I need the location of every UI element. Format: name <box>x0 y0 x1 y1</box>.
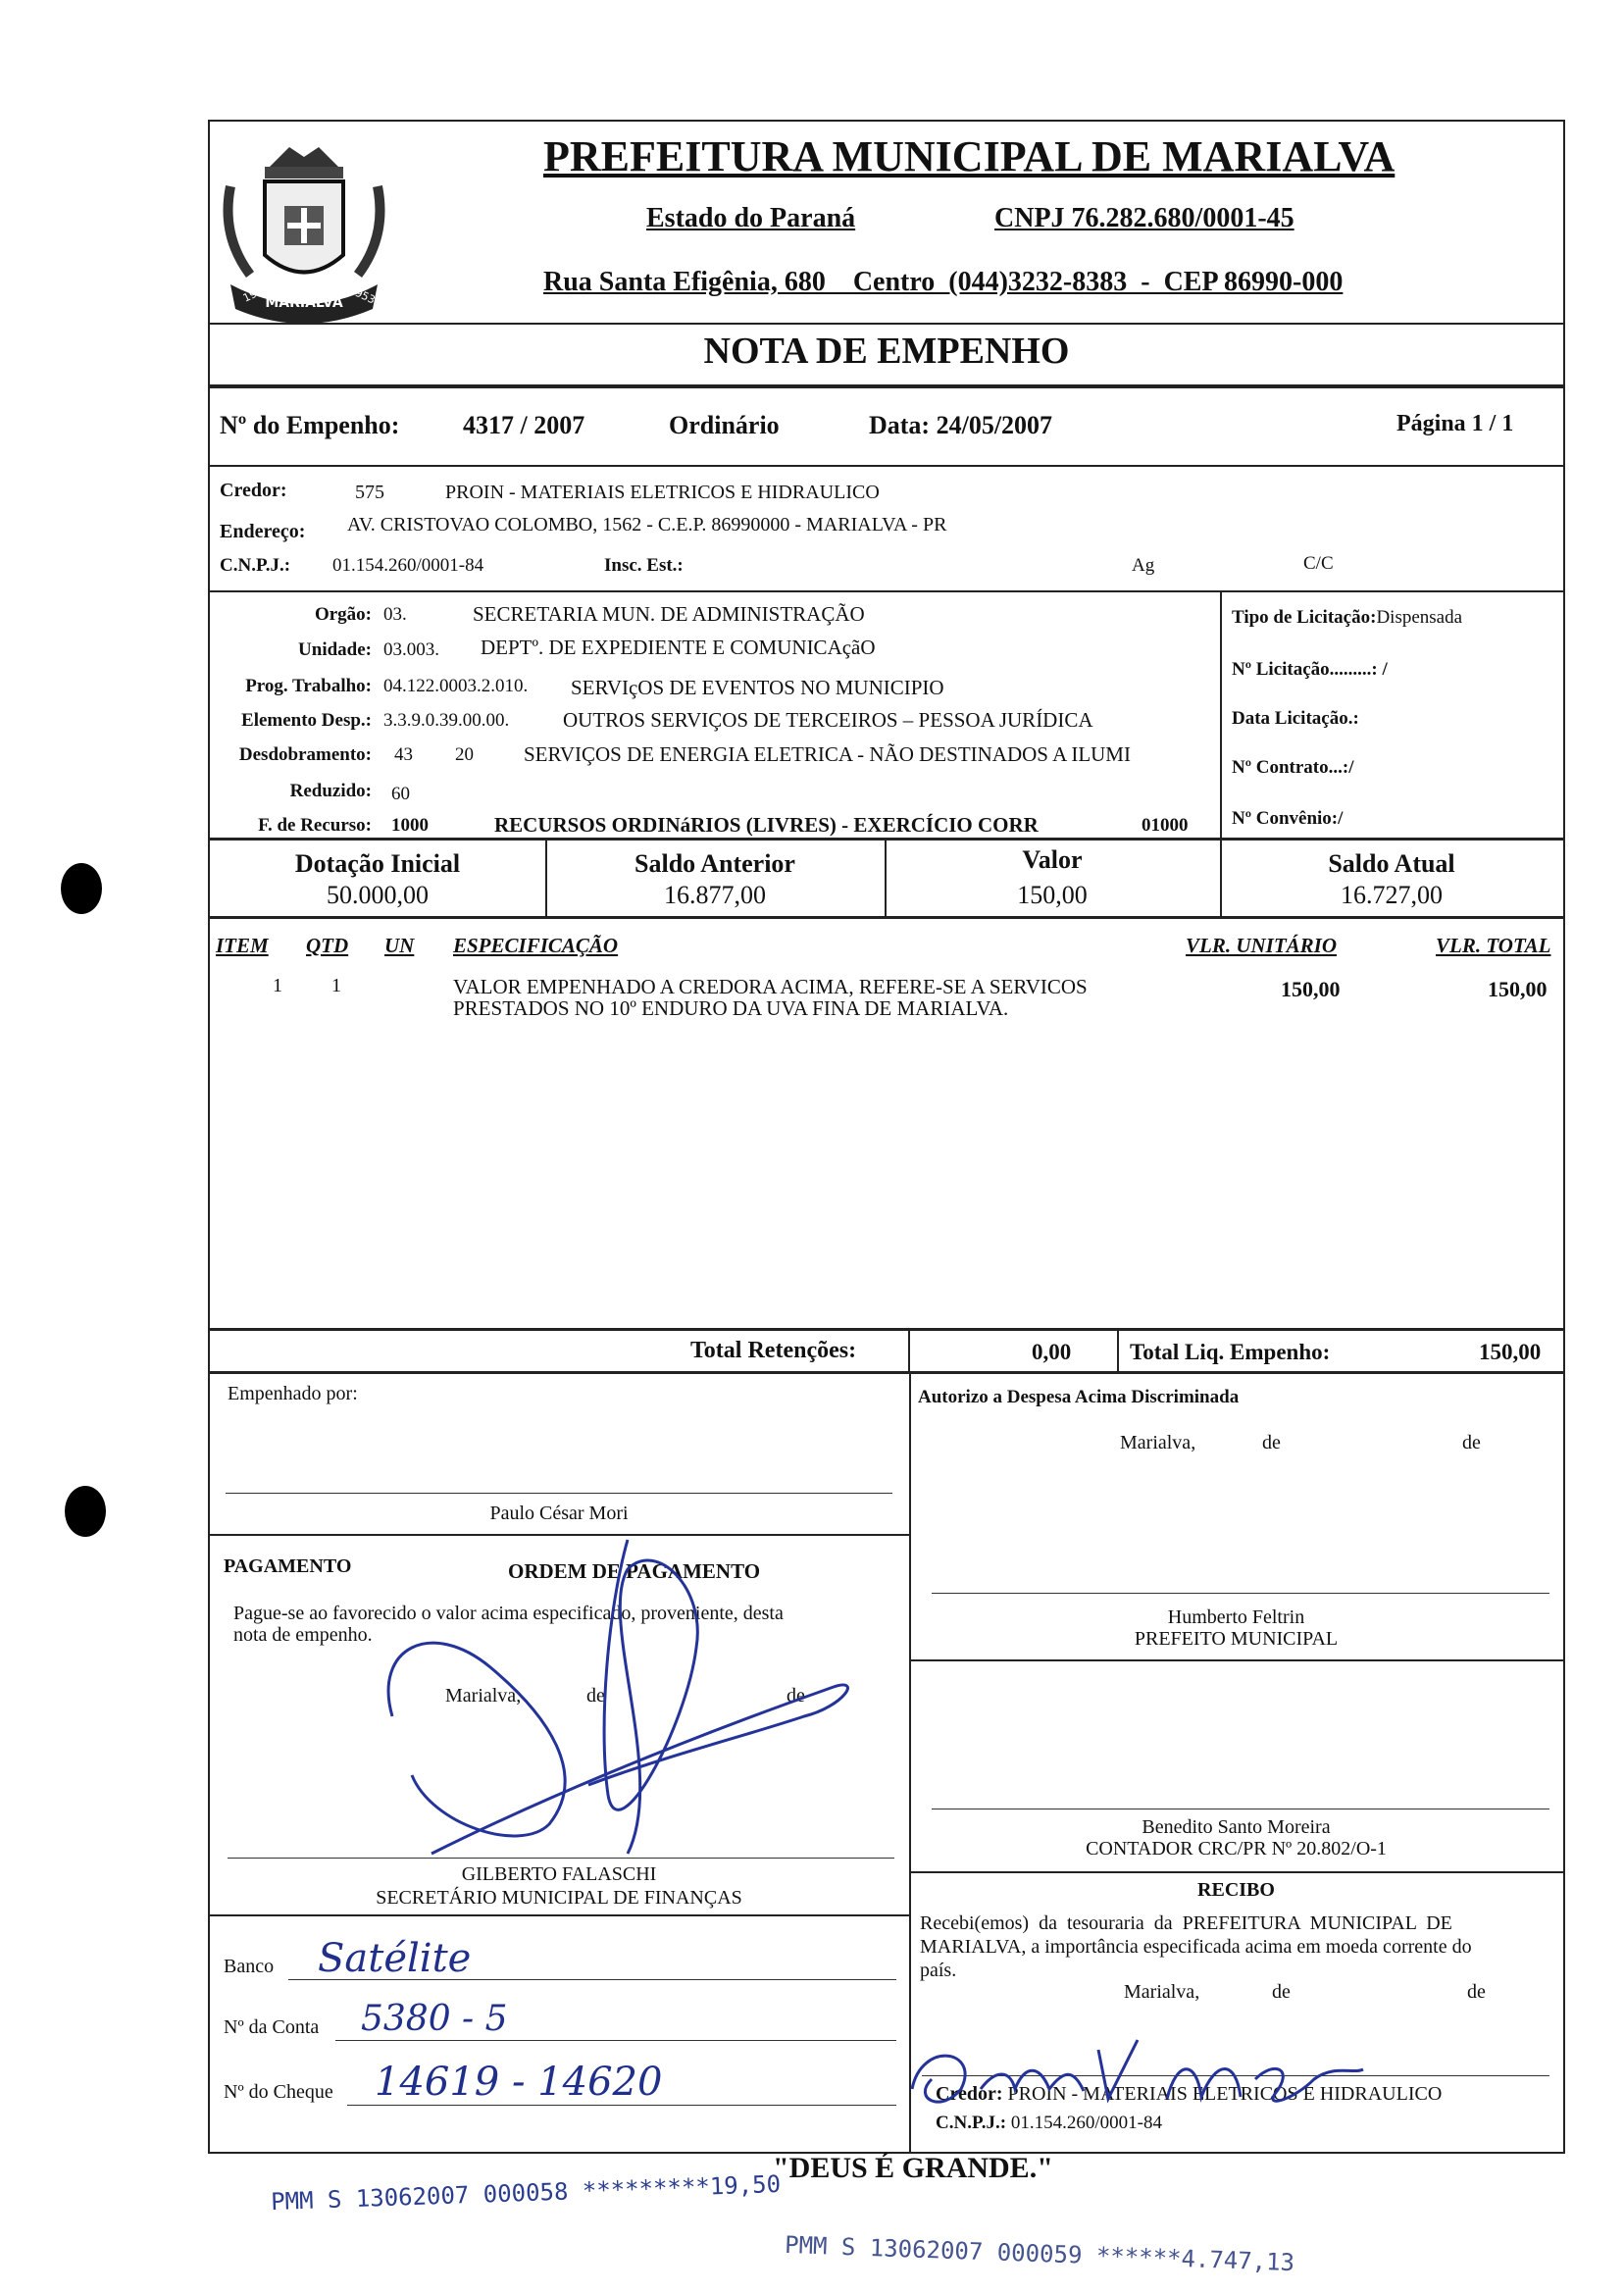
bank-stamp-2: PMM S 13062007 000059 ******4.747,13 <box>784 2230 1295 2277</box>
pagamento-de-2: de <box>787 1685 805 1707</box>
numero-convenio: Nº Convênio:/ <box>1232 808 1344 829</box>
row-especificacao-line-1: VALOR EMPENHADO A CREDORA ACIMA, REFERE-SE A SERVICOS <box>453 975 1088 998</box>
credor-name: PROIN - MATERIAIS ELETRICOS E HIDRAULICO <box>445 482 880 503</box>
recibo-label: RECIBO <box>1197 1879 1275 1901</box>
empenhado-por-label: Empenhado por: <box>228 1383 358 1404</box>
insc-est-label: Insc. Est.: <box>604 555 684 576</box>
pagamento-text-line-1: Pague-se ao favorecido o valor acima especificado, proveniente, desta <box>233 1603 784 1624</box>
elemento-name: OUTROS SERVIÇOS DE TERCEIROS – PESSOA JURÍDICA <box>563 708 1093 732</box>
dotacao-value: 50.000,00 <box>327 881 429 909</box>
seal-year-right: 1953 <box>346 282 378 307</box>
numero-contrato: Nº Contrato...:/ <box>1232 757 1354 778</box>
desdobramento-code-1: 43 <box>394 744 413 765</box>
col-item: ITEM <box>216 934 269 957</box>
seal-text: MARIALVA <box>265 295 343 311</box>
conta-value: 5380 - 5 <box>361 1999 508 2039</box>
recibo-cnpj: C.N.P.J.: 01.154.260/0001-84 <box>936 2113 1162 2133</box>
total-liquido-label: Total Liq. Empenho: <box>1130 1340 1331 1364</box>
secretario-name: GILBERTO FALASCHI <box>461 1863 657 1885</box>
banco-value: Satélite <box>318 1936 472 1981</box>
cc-label: C/C <box>1303 553 1334 574</box>
orgao-name: SECRETARIA MUN. DE ADMINISTRAÇÃO <box>473 602 865 626</box>
page-number: Página 1 / 1 <box>1396 411 1514 436</box>
prog-code: 04.122.0003.2.010. <box>383 676 529 696</box>
ag-label: Ag <box>1132 555 1155 576</box>
credor-address: AV. CRISTOVAO COLOMBO, 1562 - C.E.P. 86990000 - MARIALVA - PR <box>347 514 947 535</box>
recibo-de-1: de <box>1272 1981 1291 2003</box>
recibo-text-line-2: MARIALVA, a importância especificada acima em moeda corrente do <box>920 1936 1472 1958</box>
credor-label: Credor: <box>220 480 287 501</box>
reduzido-value: 60 <box>391 784 410 804</box>
numero-licitacao: Nº Licitação.........: / <box>1232 659 1388 680</box>
punch-hole <box>65 1486 106 1537</box>
recibo-credor: Credor: PROIN - MATERIAIS ELETRICOS E HIDRAULICO <box>936 2083 1443 2105</box>
dotacao-label: Dotação Inicial <box>294 849 461 878</box>
pagamento-label: PAGAMENTO <box>224 1555 352 1577</box>
valor-value: 150,00 <box>1017 881 1088 909</box>
pagamento-city: Marialva, <box>445 1685 522 1707</box>
unidade-label: Unidade: <box>298 639 372 660</box>
credor-code: 575 <box>355 482 384 503</box>
seal-year-left: 1951 <box>240 281 272 305</box>
autorizo-de-1: de <box>1262 1432 1281 1453</box>
empenho-date: Data: 24/05/2007 <box>869 411 1053 439</box>
unidade-code: 03.003. <box>383 639 439 660</box>
footer-motto: "DEUS É GRANDE." <box>773 2152 1053 2184</box>
saldo-anterior-label: Saldo Anterior <box>634 849 795 878</box>
empenho-number-label: Nº do Empenho: <box>220 411 400 439</box>
row-vlr-unitario: 150,00 <box>1281 977 1341 1001</box>
recibo-city: Marialva, <box>1124 1981 1200 2003</box>
valor-label: Valor <box>1022 845 1083 874</box>
recurso-name: RECURSOS ORDINáRIOS (LIVRES) - EXERCÍCIO CORR <box>494 813 1039 837</box>
secretario-cargo: SECRETÁRIO MUNICIPAL DE FINANÇAS <box>376 1887 742 1909</box>
recurso-label: F. de Recurso: <box>258 815 372 836</box>
saldo-atual-label: Saldo Atual <box>1328 849 1455 878</box>
empenhado-por-name: Paulo César Mori <box>489 1503 629 1524</box>
elemento-label: Elemento Desp.: <box>241 710 372 731</box>
reduzido-label: Reduzido: <box>289 781 372 801</box>
tipo-licitacao: Tipo de Licitação:Dispensada <box>1232 607 1463 628</box>
recibo-de-2: de <box>1467 1981 1486 2003</box>
banco-label: Banco <box>224 1956 275 1977</box>
unidade-name: DEPTº. DE EXPEDIENTE E COMUNICAçãO <box>481 636 876 659</box>
row-qtd: 1 <box>331 975 341 996</box>
total-retencoes-value: 0,00 <box>1032 1340 1072 1364</box>
contador-name: Benedito Santo Moreira <box>1142 1816 1331 1838</box>
credor-signature-icon <box>902 2020 1373 2118</box>
data-licitacao: Data Licitação.: <box>1232 708 1359 729</box>
total-liquido-value: 150,00 <box>1479 1340 1542 1364</box>
saldo-anterior-value: 16.877,00 <box>664 881 766 909</box>
col-un: UN <box>384 934 415 957</box>
autorizo-de-2: de <box>1462 1432 1481 1453</box>
autorizo-city: Marialva, <box>1120 1432 1196 1453</box>
recibo-text-line-1: Recebi(emos) da tesouraria da PREFEITURA MUNICIPAL DE <box>920 1912 1452 1934</box>
punch-hole <box>61 863 102 914</box>
cheque-label: Nº do Cheque <box>224 2081 333 2103</box>
desdobramento-code-2: 20 <box>455 744 474 765</box>
saldo-atual-value: 16.727,00 <box>1341 881 1443 909</box>
prog-name: SERVIçOS DE EVENTOS NO MUNICIPIO <box>571 676 944 699</box>
empenho-number: 4317 / 2007 <box>463 411 585 439</box>
header-address: Rua Santa Efigênia, 680 Centro (044)3232-8383 - CEP 86990-000 <box>543 267 1344 297</box>
prog-label: Prog. Trabalho: <box>245 676 372 696</box>
credor-cnpj-label: C.N.P.J.: <box>220 555 291 576</box>
desdobramento-label: Desdobramento: <box>238 744 372 765</box>
col-qtd: QTD <box>306 934 349 957</box>
autorizo-label: Autorizo a Despesa Acima Discriminada <box>918 1387 1240 1407</box>
prefeito-cargo: PREFEITO MUNICIPAL <box>1134 1628 1339 1650</box>
credor-cnpj: 01.154.260/0001-84 <box>332 555 484 576</box>
endereco-label: Endereço: <box>220 521 306 542</box>
pagamento-text-line-2: nota de empenho. <box>233 1624 373 1646</box>
cheque-value: 14619 - 14620 <box>375 2060 663 2105</box>
state-name: Estado do Paraná <box>646 203 856 233</box>
col-vlr-unitario: VLR. UNITÁRIO <box>1186 934 1338 957</box>
recurso-code: 1000 <box>391 815 429 836</box>
col-especificacao: ESPECIFICAÇÃO <box>453 934 619 957</box>
contador-cargo: CONTADOR CRC/PR Nº 20.802/O-1 <box>1086 1838 1387 1860</box>
recurso-code-2: 01000 <box>1142 815 1189 836</box>
col-vlr-total: VLR. TOTAL <box>1436 934 1551 957</box>
header-cnpj: CNPJ 76.282.680/0001-45 <box>994 203 1294 233</box>
conta-label: Nº da Conta <box>224 2016 320 2038</box>
prefeito-name: Humberto Feltrin <box>1167 1606 1305 1628</box>
page-title: PREFEITURA MUNICIPAL DE MARIALVA <box>543 132 1396 180</box>
row-vlr-total: 150,00 <box>1488 977 1548 1001</box>
row-item: 1 <box>273 975 282 996</box>
secretary-signature-icon <box>373 1530 883 1903</box>
elemento-code: 3.3.9.0.39.00.00. <box>383 710 510 731</box>
orgao-code: 03. <box>383 604 407 625</box>
bank-stamp-1: PMM S 13062007 000058 *********19,50 <box>270 2169 782 2217</box>
pagamento-de-1: de <box>586 1685 605 1707</box>
empenho-type: Ordinário <box>669 411 780 439</box>
ordem-pagamento-label: ORDEM DE PAGAMENTO <box>508 1559 761 1583</box>
doc-title: NOTA DE EMPENHO <box>703 331 1070 372</box>
orgao-label: Orgão: <box>314 604 372 625</box>
recibo-text-line-3: país. <box>920 1960 957 1981</box>
desdobramento-name: SERVIÇOS DE ENERGIA ELETRICA - NÃO DESTINADOS A ILUMI <box>524 742 1131 766</box>
total-retencoes-label: Total Retenções: <box>690 1338 857 1363</box>
row-especificacao-line-2: PRESTADOS NO 10º ENDURO DA UVA FINA DE MARIALVA. <box>453 996 1009 1020</box>
